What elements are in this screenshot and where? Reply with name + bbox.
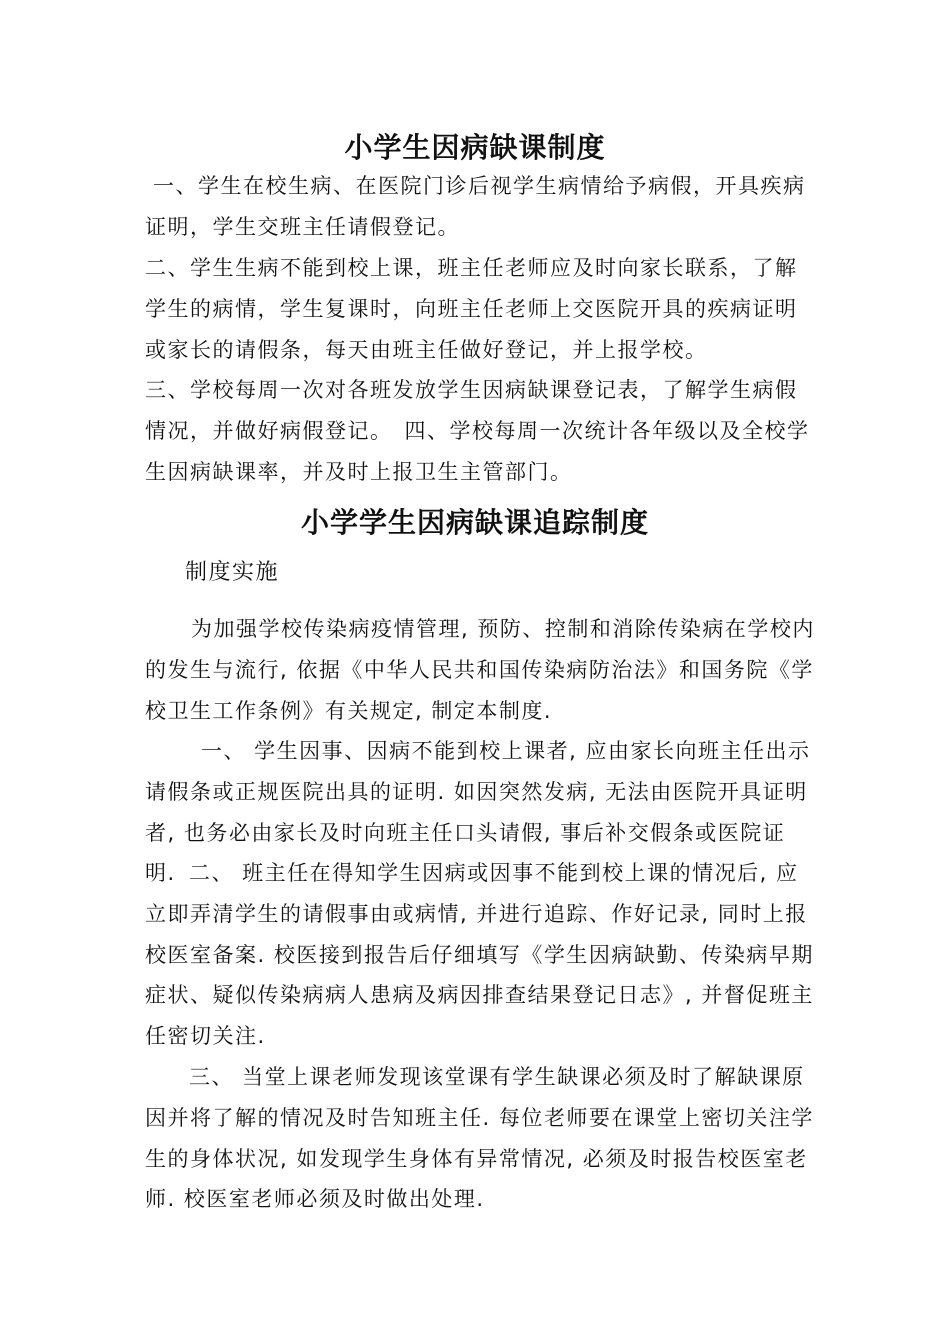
section2-item-1: 一、 学生因事、因病不能到校上课者, 应由家长向班主任出示请假条或正规医院出具的证明. 如因突然发病, 无法由医院开具证明者, 也务必由家长及时向班主任口头请假, 事后补交假条或医院证明.	[145, 739, 811, 886]
section2-title: 小学学生因病缺课追踪制度	[300, 506, 649, 539]
section2-subheading: 制度实施	[185, 560, 280, 585]
section1-paragraph-2: 二、学生生病不能到校上课，班主任老师应及时向家长联系，了解学生的病情，学生复课时，向班主任老师上交医院开具的疾病证明或家长的请假条，每天由班主任做好登记，并上报学校。	[145, 256, 798, 362]
section2-item-2: 二、 班主任在得知学生因病或因事不能到校上课的情况后, 应立即弄清学生的请假事由或病情, 并进行追踪、作好记录, 同时上报校医室备案. 校医接到报告后仔细填写《学生因病缺勤、传染病早期症状、疑似传染病病人患病及病因排查结果登记日志》, 并督促班主任密切关注.	[145, 861, 814, 1049]
section1-paragraph-3: 三、学校每周一次对各班发放学生因病缺课登记表，了解学生病假情况，并做好病假登记。 四、学校每周一次统计各年级以及全校学生因病缺课率，并及时上报卫生主管部门。	[145, 378, 810, 484]
section1-title: 小学生因病缺课制度	[344, 131, 606, 164]
section2-item-3: 三、 当堂上课老师发现该堂课有学生缺课必须及时了解缺课原因并将了解的情况及时告知班主任. 每位老师要在课堂上密切关注学生的身体状况, 如发现学生身体有异常情况, 必须及时报告校医室老师. 校医室老师必须及时做出处理.	[145, 1065, 814, 1212]
section1-paragraph-1: 一、学生在校生病、在医院门诊后视学生病情给予病假，开具疾病证明，学生交班主任请假登记。	[145, 174, 806, 239]
section2-intro: 为加强学校传染病疫情管理, 预防、控制和消除传染病在学校内的发生与流行, 依据《中华人民共和国传染病防治法》和国务院《学校卫生工作条例》有关规定, 制定本制度.	[145, 617, 815, 723]
